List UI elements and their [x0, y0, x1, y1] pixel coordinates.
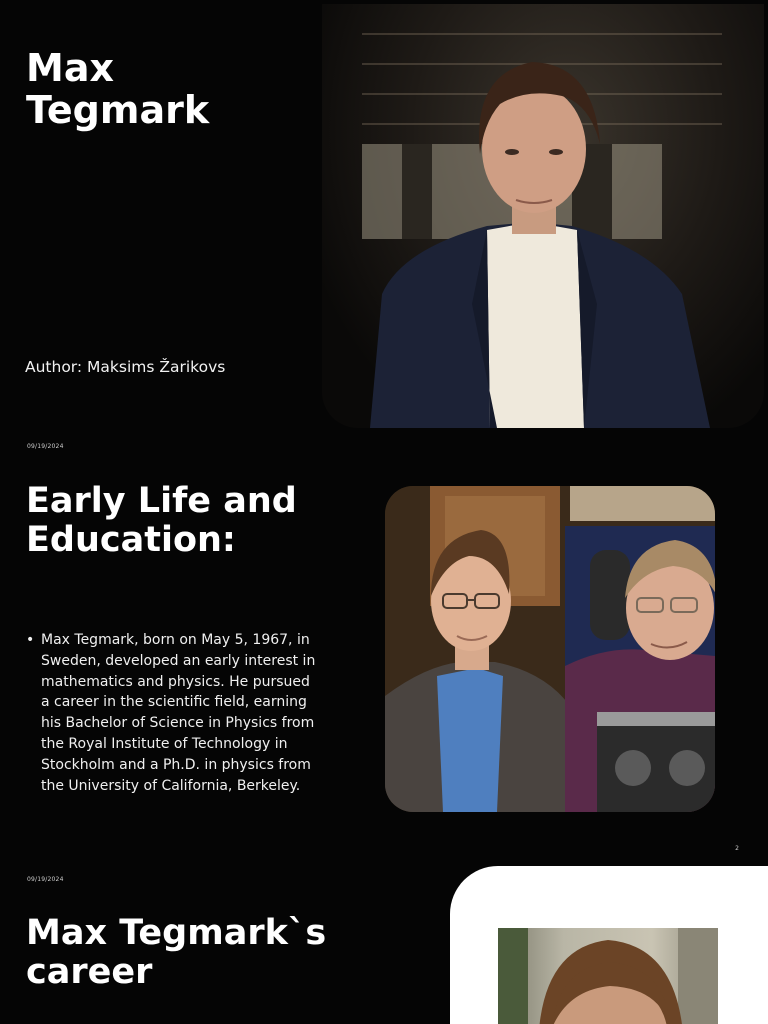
photo-with-colleague: [385, 486, 715, 812]
slide-title: Early Life and Education:: [26, 481, 297, 560]
bullet-list: [26, 630, 316, 796]
bullet-item: • Max Tegmark, born on May 5, 1967, in Sweden, developed an early interest in mathematics and physics. He pursued a career in the scientific field, earning his Bachelor of Science in Physics from the Royal Institute of Technology in Stockholm and a Ph.D. in physics from the University of California, Berkeley.: [26, 630, 316, 796]
author-line: Author: Maksims Žarikovs: [25, 358, 226, 376]
career-slide: [0, 864, 768, 1024]
slide-date: 09/19/2024: [27, 443, 64, 450]
page-number: 2: [735, 845, 739, 852]
slide-date: 09/19/2024: [27, 876, 64, 883]
title-slide: [0, 0, 768, 432]
portrait-photo: [322, 4, 764, 428]
early-life-slide: [0, 432, 768, 864]
slide-title: Max Tegmark: [26, 46, 210, 132]
career-photo: [498, 928, 718, 1024]
slide-title: Max Tegmark`s career: [26, 913, 327, 992]
